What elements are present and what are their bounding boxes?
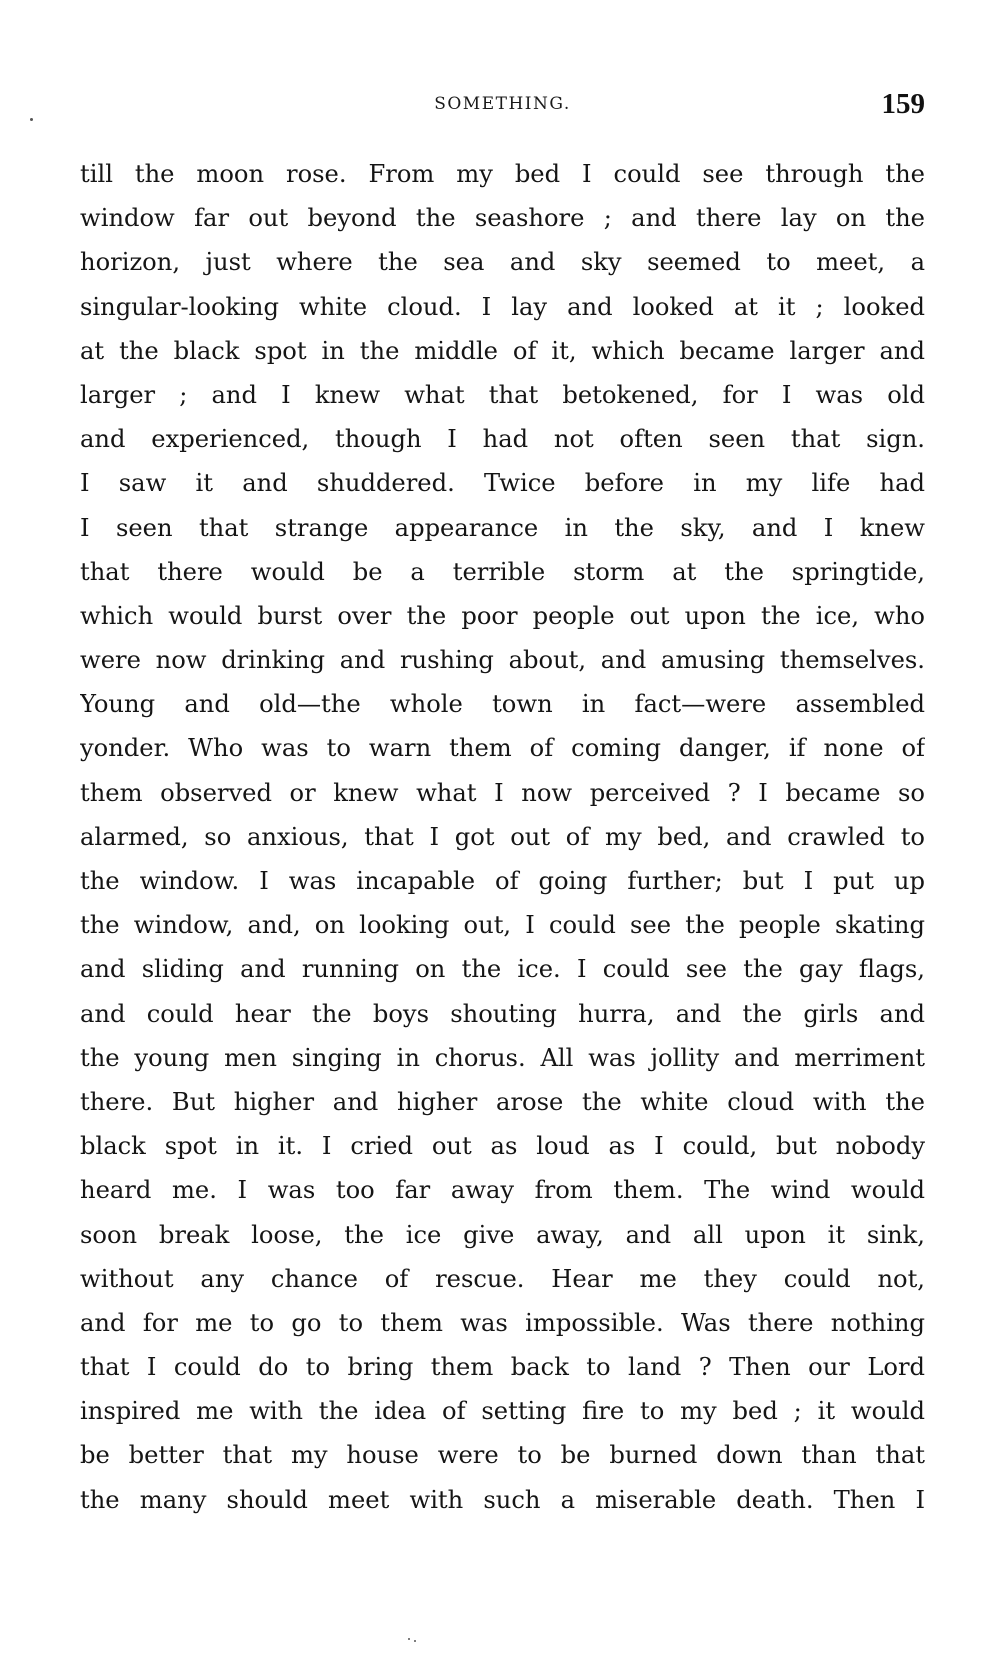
print-speck bbox=[414, 1640, 416, 1642]
text-line: and sliding and running on the ice. I could see the gay flags, bbox=[80, 955, 925, 984]
text-line: till the moon rose. From my bed I could see through the bbox=[80, 160, 925, 188]
text-line: singular-looking white cloud. I lay and looked at it ; looked bbox=[80, 292, 925, 321]
text-line: black spot in it. I cried out as loud as I could, but nobody bbox=[80, 1132, 925, 1161]
page-number: 159 bbox=[881, 88, 925, 120]
text-line: heard me. I was too far away from them. The wind would bbox=[80, 1176, 925, 1205]
page-header bbox=[80, 88, 925, 128]
text-line: alarmed, so anxious, that I got out of my bed, and crawled to bbox=[80, 822, 925, 851]
text-line: the window, and, on looking out, I could see the people skating bbox=[80, 911, 925, 940]
text-line: the window. I was incapable of going further; but I put up bbox=[80, 867, 925, 895]
text-line: without any chance of rescue. Hear me they could not, bbox=[80, 1264, 925, 1293]
text-line: window far out beyond the seashore ; and there lay on the bbox=[80, 204, 925, 233]
text-line: I saw it and shuddered. Twice before in my life had bbox=[80, 469, 925, 498]
text-line: inspired me with the idea of setting fire to my bed ; it would bbox=[80, 1397, 925, 1426]
text-line: and could hear the boys shouting hurra, and the girls and bbox=[80, 999, 925, 1028]
text-line: soon break loose, the ice give away, and all upon it sink, bbox=[80, 1220, 925, 1249]
text-line: Young and old—the whole town in fact—were assembled bbox=[80, 690, 925, 719]
text-line: larger ; and I knew what that betokened, for I was old bbox=[80, 380, 925, 409]
print-speck bbox=[30, 118, 33, 121]
text-line: and experienced, though I had not often seen that sign. bbox=[80, 425, 925, 454]
text-line: and for me to go to them was impossible. Was there nothing bbox=[80, 1308, 925, 1337]
text-line: the many should meet with such a miserable death. Then I bbox=[80, 1485, 925, 1514]
text-line: the young men singing in chorus. All was jollity and merriment bbox=[80, 1043, 925, 1072]
text-line: that there would be a terrible storm at the springtide, bbox=[80, 557, 925, 586]
running-title: SOMETHING. bbox=[434, 94, 571, 114]
print-speck bbox=[408, 1638, 410, 1640]
text-line: at the black spot in the middle of it, which became larger and bbox=[80, 336, 925, 365]
text-line: were now drinking and rushing about, and amusing themselves. bbox=[80, 646, 925, 675]
text-line: be better that my house were to be burned down than that bbox=[80, 1441, 925, 1470]
text-line: horizon, just where the sea and sky seemed to meet, a bbox=[80, 248, 925, 277]
text-line: there. But higher and higher arose the white cloud with the bbox=[80, 1087, 925, 1116]
text-line: I seen that strange appearance in the sky, and I knew bbox=[80, 513, 925, 542]
text-line: them observed or knew what I now perceived ? I became so bbox=[80, 778, 925, 807]
text-line: that I could do to bring them back to land ? Then our Lord bbox=[80, 1353, 925, 1382]
body-text bbox=[80, 152, 925, 1522]
text-line: which would burst over the poor people out upon the ice, who bbox=[80, 601, 925, 630]
text-line: yonder. Who was to warn them of coming danger, if none of bbox=[80, 734, 925, 763]
